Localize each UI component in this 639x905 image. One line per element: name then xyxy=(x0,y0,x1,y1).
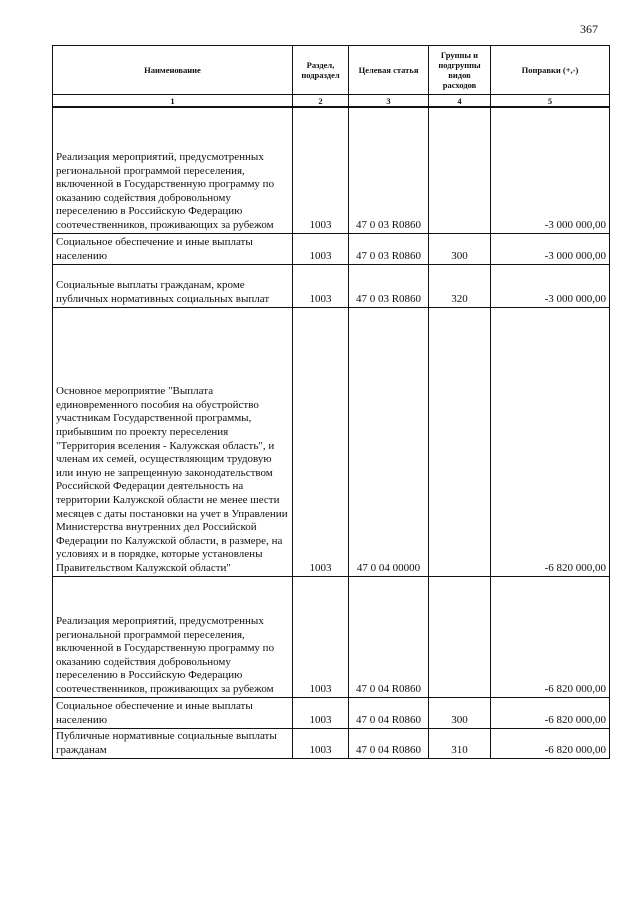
page-number: 367 xyxy=(580,22,598,36)
header-target: Целевая статья xyxy=(349,46,429,95)
table-row xyxy=(53,697,610,728)
row-section: 1003 xyxy=(293,728,349,758)
row-target: 47 0 04 R0860 xyxy=(349,728,429,758)
row-amount: -3 000 000,00 xyxy=(491,107,610,233)
column-number: 3 xyxy=(349,95,429,108)
row-amount: -3 000 000,00 xyxy=(491,233,610,264)
row-target: 47 0 04 R0860 xyxy=(349,576,429,697)
row-group: 300 xyxy=(429,697,491,728)
table-row xyxy=(53,107,610,233)
row-name: Публичные нормативные социальные выплаты гражданам xyxy=(53,728,293,758)
row-amount: -6 820 000,00 xyxy=(491,697,610,728)
row-group xyxy=(429,576,491,697)
table-row xyxy=(53,307,610,576)
header-amendment: Поправки (+,-) xyxy=(491,46,610,95)
row-section: 1003 xyxy=(293,307,349,576)
row-group: 320 xyxy=(429,264,491,307)
budget-amendments-table xyxy=(52,45,610,759)
row-group: 300 xyxy=(429,233,491,264)
row-target: 47 0 04 R0860 xyxy=(349,697,429,728)
row-target: 47 0 04 00000 xyxy=(349,307,429,576)
row-section: 1003 xyxy=(293,576,349,697)
table-row xyxy=(53,576,610,697)
column-number: 4 xyxy=(429,95,491,108)
row-name: Реализация мероприятий, предусмотренных региональной программой переселения, включенной в Государственную программу по оказанию содействия добровольному переселению в Российскую Федерацию соотечественников, проживающих за рубежом xyxy=(53,576,293,697)
row-target: 47 0 03 R0860 xyxy=(349,107,429,233)
row-group: 310 xyxy=(429,728,491,758)
row-name: Основное мероприятие "Выплата единовременного пособия на обустройство участникам Государственной программы, прибывшим по проекту переселения "Территория вселения - Калужская область", и членам их семей, осуществляющим трудовую или иную не запрещенную законодательством Российской Федерации деятельность на территории Калужской области не менее шести месяцев с даты постановки на учет в Управлении Министерства внутренних дел Российской Федерации по Калужской области, в размере, на условиях и в порядке, которые установлены Правительством Калужской области" xyxy=(53,307,293,576)
row-section: 1003 xyxy=(293,264,349,307)
header-group: Группы и подгруппы видов расходов xyxy=(429,46,491,95)
column-number-row xyxy=(53,95,610,108)
row-name: Реализация мероприятий, предусмотренных региональной программой переселения, включенной в Государственную программу по оказанию содействия добровольному переселению в Российскую Федерацию соотечественников, проживающих за рубежом xyxy=(53,107,293,233)
row-amount: -6 820 000,00 xyxy=(491,576,610,697)
row-section: 1003 xyxy=(293,233,349,264)
row-name: Социальное обеспечение и иные выплаты населению xyxy=(53,233,293,264)
column-number: 2 xyxy=(293,95,349,108)
row-section: 1003 xyxy=(293,107,349,233)
row-group xyxy=(429,307,491,576)
column-number: 1 xyxy=(53,95,293,108)
column-number: 5 xyxy=(491,95,610,108)
table-header-row xyxy=(53,46,610,95)
table-row xyxy=(53,264,610,307)
row-amount: -6 820 000,00 xyxy=(491,307,610,576)
row-amount: -3 000 000,00 xyxy=(491,264,610,307)
table-row xyxy=(53,728,610,758)
row-group xyxy=(429,107,491,233)
row-section: 1003 xyxy=(293,697,349,728)
row-target: 47 0 03 R0860 xyxy=(349,233,429,264)
row-target: 47 0 03 R0860 xyxy=(349,264,429,307)
row-name: Социальные выплаты гражданам, кроме публичных нормативных социальных выплат xyxy=(53,264,293,307)
row-amount: -6 820 000,00 xyxy=(491,728,610,758)
header-section: Раздел, подраздел xyxy=(293,46,349,95)
row-name: Социальное обеспечение и иные выплаты населению xyxy=(53,697,293,728)
table-row xyxy=(53,233,610,264)
header-name: Наименование xyxy=(53,46,293,95)
